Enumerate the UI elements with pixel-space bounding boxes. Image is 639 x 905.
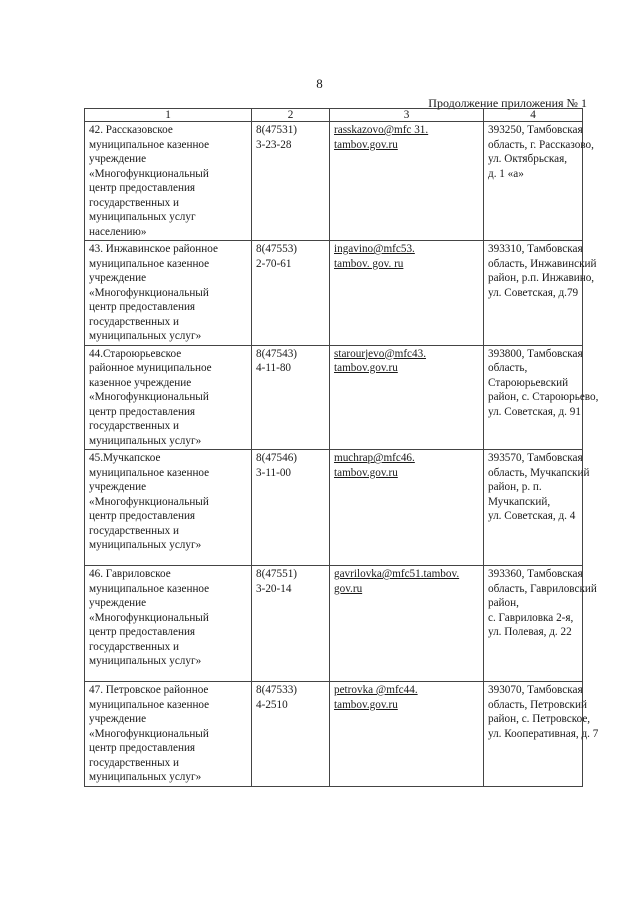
office-name-cell-line: учреждение <box>89 153 147 165</box>
email-link-line[interactable]: tambov.gov.ru <box>334 466 398 479</box>
office-name-cell-line: государственных и <box>89 315 180 328</box>
office-name-cell <box>85 566 252 682</box>
office-name-cell <box>85 345 252 450</box>
office-name-cell-line: центр предоставления <box>89 742 196 754</box>
office-name-cell-line: муниципальное казенное <box>89 698 210 711</box>
address-cell-line: д. 1 «а» <box>488 167 524 180</box>
phone-cell <box>252 122 330 241</box>
email-link-line[interactable]: tambov. gov. ru <box>334 257 404 270</box>
address-cell-line: Староюрьевский <box>488 376 569 389</box>
email-link-line[interactable]: gov.ru <box>334 582 363 595</box>
address-cell-line: ул. Кооперативная, д. 7 <box>488 727 599 740</box>
office-name-cell-line: 43. Инжавинское районное <box>89 243 218 255</box>
email-link-line[interactable]: tambov.gov.ru <box>334 362 398 374</box>
office-name-cell-line: 42. Рассказовское <box>89 124 173 136</box>
office-name-cell-line: 46. Гавриловское <box>89 568 171 580</box>
office-name-cell <box>85 122 252 241</box>
office-name-cell-line: учреждение <box>89 597 147 609</box>
email-link-line[interactable]: gavrilovka@mfc51.tambov. <box>334 568 460 580</box>
office-name-cell-line: 47. Петровское районное <box>89 684 209 696</box>
table-row <box>85 241 583 346</box>
email-cell <box>330 345 484 450</box>
address-cell-line: область, Мучкапский <box>488 466 590 479</box>
address-cell-line: 393310, Тамбовская <box>488 243 583 255</box>
column-header-1: 1 <box>85 109 252 122</box>
email-link-line[interactable]: petrovka @mfc44. <box>334 684 418 696</box>
email-link-line[interactable]: rasskazovo@mfc 31. <box>334 124 429 136</box>
office-name-cell-line: муниципальное казенное <box>89 582 210 595</box>
column-header-4: 4 <box>484 109 583 122</box>
address-cell-line: область, <box>488 362 528 374</box>
phone-cell-line: 3-20-14 <box>256 582 292 595</box>
office-name-cell-line: государственных и <box>89 420 180 432</box>
office-name-cell-line: государственных и <box>89 196 180 209</box>
email-link-line[interactable]: tambov.gov.ru <box>334 138 398 151</box>
address-cell-line: область, г. Рассказово, <box>488 138 594 151</box>
office-name-cell-line: «Многофункциональный <box>89 495 209 508</box>
address-cell-line: Мучкапский, <box>488 495 551 508</box>
office-name-cell-line: муниципальных услуг» <box>89 330 202 342</box>
office-name-cell-line: центр предоставления <box>89 626 196 638</box>
email-cell <box>330 682 484 787</box>
office-name-cell-line: «Многофункциональный <box>89 611 209 624</box>
office-name-cell-line: учреждение <box>89 713 147 725</box>
office-name-cell-line: государственных и <box>89 524 180 537</box>
office-name-cell-line: муниципальное казенное <box>89 257 210 270</box>
address-cell-line: район, с. Петровское, <box>488 713 591 725</box>
phone-cell-line: 3-23-28 <box>256 138 292 151</box>
email-link-line[interactable]: muchrap@mfc46. <box>334 452 415 464</box>
phone-cell-line: 4-2510 <box>256 698 288 711</box>
office-name-cell <box>85 682 252 787</box>
table-row <box>85 682 583 787</box>
address-cell-line: ул. Советская, д. 91 <box>488 405 581 418</box>
phone-cell-line: 4-11-80 <box>256 362 292 374</box>
office-name-cell-line: государственных и <box>89 756 180 769</box>
office-name-cell-line: 44.Староюрьевское <box>89 347 182 360</box>
table-row <box>85 122 583 241</box>
phone-cell-line: 8(47551) <box>256 568 298 580</box>
phone-cell <box>252 566 330 682</box>
office-name-cell-line: муниципальных услуг» <box>89 434 202 447</box>
office-name-cell-line: муниципальных услуг» <box>89 539 202 551</box>
address-cell-line: район, с. Староюрьево, <box>488 391 599 403</box>
office-name-cell-line: учреждение <box>89 272 147 284</box>
office-name-cell-line: населению» <box>89 225 147 238</box>
office-name-cell-line: «Многофункциональный <box>89 727 209 740</box>
address-cell-line: 393070, Тамбовская <box>488 684 583 696</box>
address-cell <box>484 345 599 450</box>
address-cell-line: ул. Октябрьская, <box>488 153 568 165</box>
address-cell-line: район, р. п. <box>488 481 542 493</box>
email-cell <box>330 122 484 241</box>
address-cell-line: 393570, Тамбовская <box>488 452 583 464</box>
page-number: 8 <box>316 76 323 91</box>
office-name-cell-line: «Многофункциональный <box>89 167 209 180</box>
office-name-cell <box>85 450 252 566</box>
address-cell <box>484 566 597 682</box>
phone-cell-line: 8(47531) <box>256 124 298 136</box>
office-name-cell-line: центр предоставления <box>89 182 196 194</box>
office-name-cell-line: муниципальное казенное <box>89 466 210 479</box>
phone-cell-line: 3-11-00 <box>256 466 292 479</box>
office-name-cell-line: муниципальных услуг» <box>89 771 202 783</box>
mfc-offices-table <box>84 108 599 787</box>
address-cell-line: район, <box>488 597 519 609</box>
column-header-3: 3 <box>330 109 484 122</box>
office-name-cell-line: «Многофункциональный <box>89 391 209 403</box>
office-name-cell-line: муниципальное казенное <box>89 138 210 151</box>
address-cell-line: область, Петровский <box>488 698 587 711</box>
office-name-cell-line: государственных и <box>89 640 180 653</box>
office-name-cell-line: муниципальных услуг <box>89 211 196 223</box>
email-cell <box>330 241 484 346</box>
address-cell-line: район, р.п. Инжавино, <box>488 272 595 284</box>
column-header-2: 2 <box>252 109 330 122</box>
office-name-cell-line: «Многофункциональный <box>89 286 209 299</box>
email-cell <box>330 566 484 682</box>
phone-cell-line: 2-70-61 <box>256 257 292 270</box>
office-name-cell-line: центр предоставления <box>89 510 196 522</box>
office-name-cell-line: казенное учреждение <box>89 376 192 389</box>
phone-cell <box>252 241 330 346</box>
office-name-cell-line: районное муниципальное <box>89 362 212 374</box>
phone-cell <box>252 345 330 450</box>
table-row <box>85 450 583 566</box>
office-name-cell-line: центр предоставления <box>89 405 196 418</box>
address-cell-line: 393360, Тамбовская <box>488 568 583 580</box>
table-row <box>85 345 583 450</box>
phone-cell-line: 8(47543) <box>256 347 298 360</box>
phone-cell-line: 8(47546) <box>256 452 298 464</box>
office-name-cell-line: учреждение <box>89 481 147 493</box>
phone-cell <box>252 682 330 787</box>
address-cell-line: ул. Советская, д. 4 <box>488 510 576 522</box>
address-cell <box>484 450 590 566</box>
address-cell-line: область, Гавриловский <box>488 582 597 595</box>
address-cell-line: 393250, Тамбовская <box>488 124 583 136</box>
table-body <box>85 122 599 787</box>
office-name-cell-line: 45.Мучкапское <box>89 452 161 464</box>
office-name-cell-line: центр предоставления <box>89 301 196 313</box>
phone-cell-line: 8(47553) <box>256 243 298 255</box>
address-cell-line: ул. Советская, д.79 <box>488 286 579 299</box>
email-link-line[interactable]: starourjevo@mfc43. <box>334 347 427 360</box>
address-cell-line: с. Гавриловка 2-я, <box>488 611 574 624</box>
address-cell <box>484 241 597 346</box>
phone-cell-line: 8(47533) <box>256 684 298 696</box>
table-row <box>85 566 583 682</box>
phone-cell <box>252 450 330 566</box>
address-cell <box>484 122 594 241</box>
office-name-cell-line: муниципальных услуг» <box>89 655 202 667</box>
address-cell-line: область, Инжавинский <box>488 257 597 270</box>
email-link-line[interactable]: tambov.gov.ru <box>334 698 398 711</box>
office-name-cell <box>85 241 252 346</box>
address-cell-line: 393800, Тамбовская <box>488 347 583 360</box>
email-link-line[interactable]: ingavino@mfc53. <box>334 243 415 255</box>
address-cell-line: ул. Полевая, д. 22 <box>488 626 572 638</box>
email-cell <box>330 450 484 566</box>
table-header-row <box>85 109 583 122</box>
appendix-continuation-label: Продолжение приложения № 1 <box>428 96 587 110</box>
address-cell <box>484 682 599 787</box>
